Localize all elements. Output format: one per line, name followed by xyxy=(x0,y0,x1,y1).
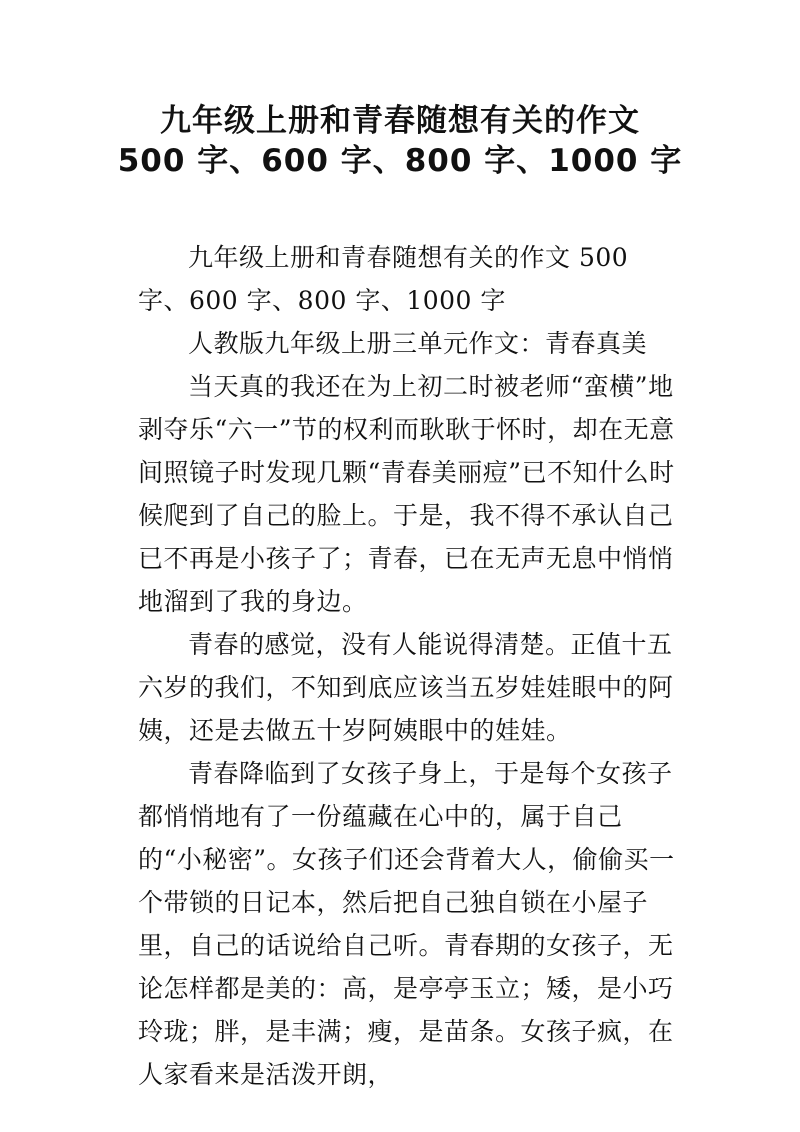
paragraph-heading-repeat: 九年级上册和青春随想有关的作文 500 字、600 字、800 字、1000 字 xyxy=(138,243,629,315)
paragraph-3: 青春降临到了女孩子身上，于是每个女孩子都悄悄地有了一份蕴藏在心中的，属于自己的“小秘密”。女孩子们还会背着大人，偷偷买一个带锁的日记本，然后把自己独自锁在小屋子里，自己的话说给自己听。青春期的女孩子，无论怎样都是美的：高，是亭亭玉立；矮，是小巧玲珑；胖，是丰满；瘦，是苗条。女孩子疯，在人家看来是活泼开朗， xyxy=(138,759,675,1089)
document-title: 九年级上册和青春随想有关的作文 xyxy=(160,103,640,139)
paragraph-essay-title: 人教版九年级上册三单元作文：青春真美 xyxy=(188,329,648,358)
document-body xyxy=(138,236,678,1096)
paragraph-2: 青春的感觉，没有人能说得清楚。正值十五六岁的我们，不知到底应该当五岁娃娃眼中的阿姨，还是去做五十岁阿姨眼中的娃娃。 xyxy=(138,630,674,745)
paragraph-1: 当天真的我还在为上初二时被老师“蛮横”地剥夺乐“六一”节的权利而耿耿于怀时，却在无意间照镜子时发现几颗“青春美丽痘”已不知什么时候爬到了自己的脸上。于是，我不得不承认自己已不再是小孩子了；青春，已在无声无息中悄悄地溜到了我的身边。 xyxy=(138,372,675,616)
document-subtitle: 500 字、600 字、800 字、1000 字 xyxy=(117,143,683,179)
